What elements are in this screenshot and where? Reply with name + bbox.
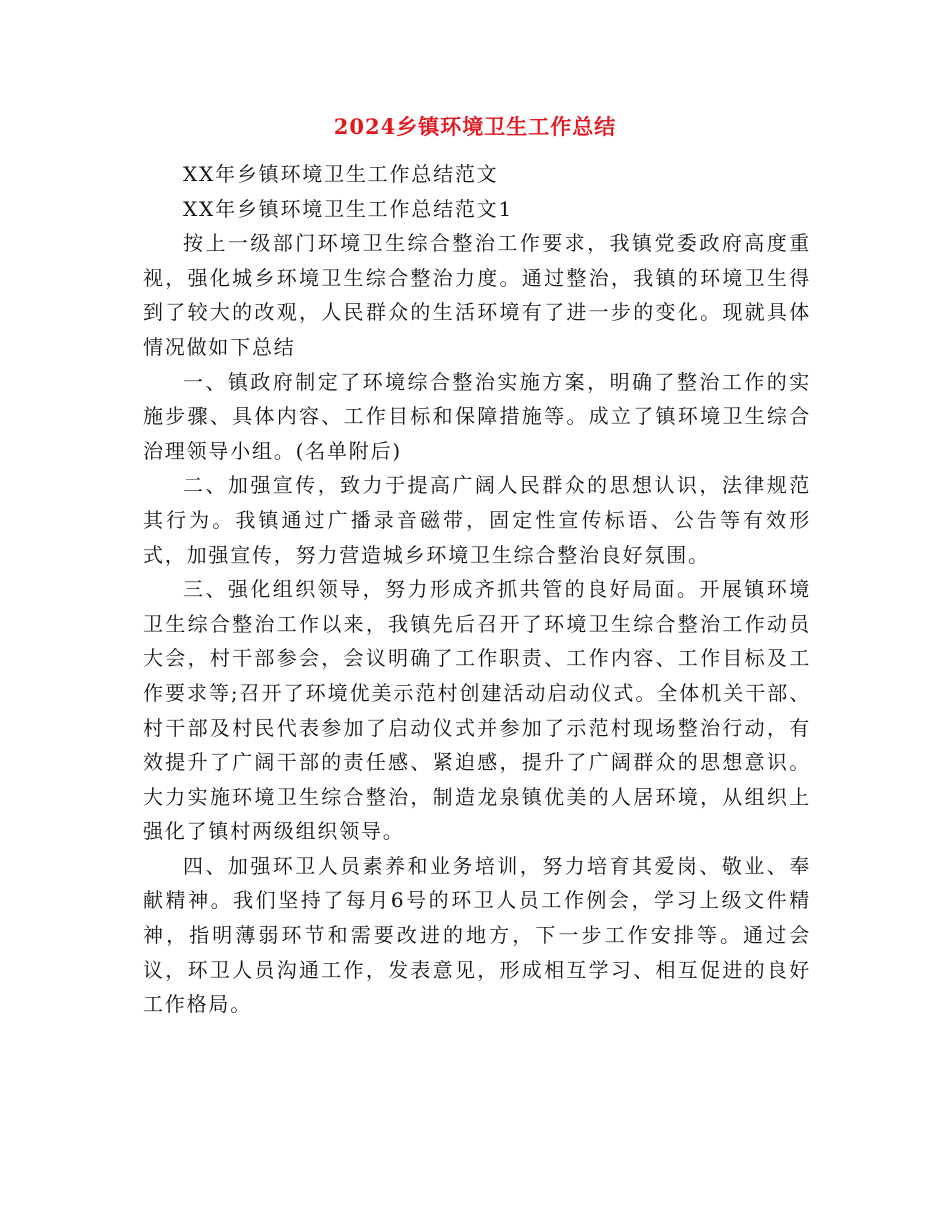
document-title: 2024乡镇环境卫生工作总结 [333, 114, 617, 139]
document-body [143, 157, 811, 1022]
paragraph-section-3: 三、强化组织领导，努力形成齐抓共管的良好局面。开展镇环境卫生综合整治工作以来，我镇先后召开了环境卫生综合整治工作动员大会，村干部参会，会议明确了工作职责、工作内容、工作目标及工作要求等;召开了环境优美示范村创建活动启动仪式。全体机关干部、村干部及村民代表参加了启动仪式并参加了示范村现场整治行动，有效提升了广阔干部的责任感、紧迫感，提升了广阔群众的思想意识。大力实施环境卫生综合整治，制造龙泉镇优美的人居环境，从组织上强化了镇村两级组织领导。 [143, 577, 811, 844]
paragraph-subtitle: XX年乡镇环境卫生工作总结范文 [183, 162, 499, 186]
paragraph-section-1: 一、镇政府制定了环境综合整治实施方案，明确了整治工作的实施步骤、具体内容、工作目标和保障措施等。成立了镇环境卫生综合治理领导小组。(名单附后) [143, 369, 811, 463]
paragraph-section-2: 二、加强宣传，致力于提高广阔人民群众的思想认识，法律规范其行为。我镇通过广播录音磁带，固定性宣传标语、公告等有效形式，加强宣传，努力营造城乡环境卫生综合整治良好氛围。 [143, 473, 811, 567]
paragraph-section-4: 四、加强环卫人员素养和业务培训，努力培育其爱岗、敬业、奉献精神。我们坚持了每月6号的环卫人员工作例会，学习上级文件精神，指明薄弱环节和需要改进的地方，下一步工作安排等。通过会议，环卫人员沟通工作，发表意见，形成相互学习、相互促进的良好工作格局。 [143, 853, 811, 1017]
paragraph-subtitle-1: XX年乡镇环境卫生工作总结范文1 [183, 196, 514, 221]
paragraph-intro: 按上一级部门环境卫生综合整治工作要求，我镇党委政府高度重视，强化城乡环境卫生综合整治力度。通过整治，我镇的环境卫生得到了较大的改观，人民群众的生活环境有了进一步的变化。现就具体情况做如下总结 [143, 231, 811, 359]
